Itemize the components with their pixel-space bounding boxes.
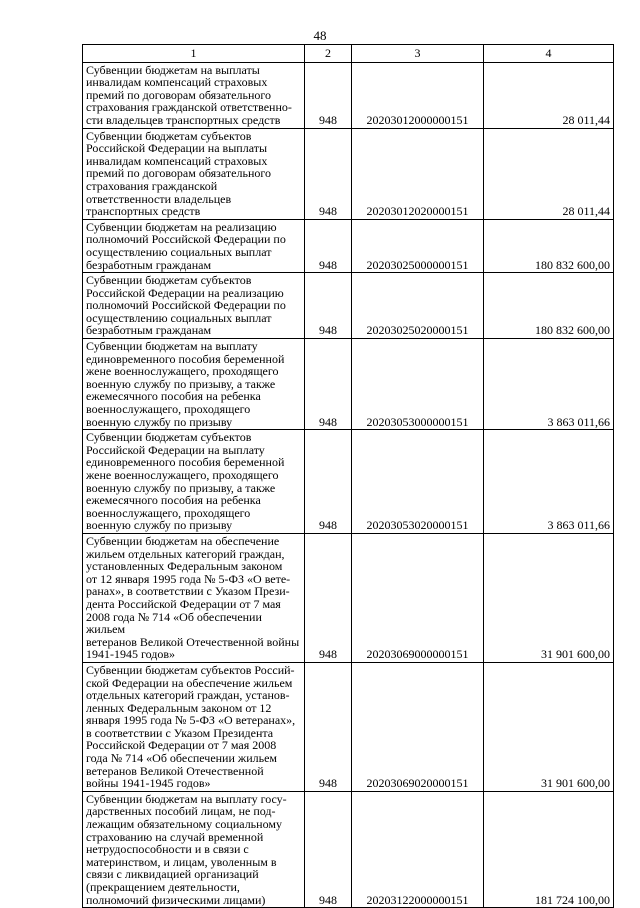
- description-line: полномочий Российской Федерации по: [86, 232, 286, 247]
- description-line: войны 1941-1945 годов»: [86, 776, 211, 791]
- description-line: Субвенции бюджетам на обеспечение: [86, 533, 280, 548]
- description-line: Субвенции бюджетам субъектов Россий-: [86, 662, 295, 677]
- row-description: [83, 339, 305, 430]
- table-row: [83, 339, 614, 430]
- page-number: 48: [313, 28, 327, 43]
- description-line: (прекращением деятельности,: [86, 880, 240, 894]
- table-row: [83, 430, 614, 534]
- description-line: ленных Федеральным законом от 12: [86, 700, 272, 715]
- row-description: [83, 219, 305, 272]
- description-line: нетрудоспособности и в связи с: [86, 842, 249, 857]
- row-description: [83, 128, 305, 219]
- header-col-3: 3: [352, 45, 484, 63]
- row-admin-code: 948: [305, 219, 352, 272]
- description-line: дарственных пособий лицам, не под-: [86, 804, 276, 819]
- description-line: Российской Федерации на выплаты: [86, 141, 268, 156]
- row-admin-code: 948: [305, 273, 352, 339]
- row-admin-code: 948: [305, 533, 352, 662]
- header-row: [83, 45, 614, 63]
- description-line: безработным гражданам: [86, 257, 212, 272]
- description-line: сти владельцев транспортных средств: [86, 112, 281, 127]
- row-amount: 180 832 600,00: [484, 219, 614, 272]
- table-row: [83, 62, 614, 128]
- description-line: от 12 января 1995 года № 5-ФЗ «О вете-: [86, 571, 291, 586]
- description-line: страхованию на случай временной: [86, 829, 264, 844]
- description-line: 1941-1945 годов»: [86, 647, 176, 662]
- header-col-1: 1: [83, 45, 305, 63]
- description-line: безработным гражданам: [86, 323, 212, 338]
- table-row: [83, 273, 614, 339]
- description-line: года № 714 «Об обеспечении жильем: [86, 751, 277, 766]
- description-line: связи с ликвидацией организаций: [86, 867, 259, 882]
- description-line: лежащим обязательному социальному: [86, 817, 282, 832]
- description-line: ранах», в соответствии с Указом Прези-: [86, 584, 290, 599]
- description-line: страхования гражданской ответственно-: [86, 100, 292, 115]
- table-row: [83, 128, 614, 219]
- row-admin-code: 948: [305, 339, 352, 430]
- description-line: ежемесячного пособия на ребенка: [86, 493, 261, 508]
- header-col-2: 2: [305, 45, 352, 63]
- description-line: осуществлению социальных выплат: [86, 310, 272, 325]
- description-line: Российской Федерации от 7 мая 2008: [86, 738, 277, 753]
- description-line: Российской Федерации на реализацию: [86, 285, 284, 300]
- row-amount: 180 832 600,00: [484, 273, 614, 339]
- description-line: отдельных категорий граждан, установ-: [86, 688, 290, 703]
- description-line: Субвенции бюджетам субъектов: [86, 128, 252, 143]
- row-budget-code: 20203012020000151: [352, 128, 484, 219]
- description-line: военнослужащего, проходящего: [86, 505, 251, 520]
- row-description: [83, 62, 305, 128]
- row-admin-code: 948: [305, 791, 352, 907]
- description-line: дента Российской Федерации от 7 мая: [86, 596, 281, 611]
- row-amount: 28 011,44: [484, 62, 614, 128]
- description-line: ской Федерации на обеспечение жильем: [86, 675, 293, 690]
- description-line: Субвенции бюджетам на реализацию: [86, 219, 277, 234]
- description-line: военную службу по призыву: [86, 414, 233, 429]
- description-line: военную службу по призыву, а также: [86, 376, 276, 391]
- description-line: страхования гражданской: [86, 178, 218, 193]
- row-amount: 3 863 011,66: [484, 430, 614, 534]
- description-line: Субвенции бюджетам на выплаты: [86, 62, 260, 77]
- description-line: ежемесячного пособия на ребенка: [86, 389, 261, 404]
- row-budget-code: 20203025020000151: [352, 273, 484, 339]
- row-budget-code: 20203053000000151: [352, 339, 484, 430]
- row-budget-code: 20203122000000151: [352, 791, 484, 907]
- description-line: ветеранов Великой Отечественной войны: [86, 634, 300, 649]
- description-line: Российской Федерации на выплату: [86, 442, 265, 457]
- row-amount: 28 011,44: [484, 128, 614, 219]
- description-line: жене военнослужащего, проходящего: [86, 468, 279, 482]
- table-row: [83, 219, 614, 272]
- description-line: единовременного пособия беременной: [86, 455, 285, 470]
- row-budget-code: 20203012000000151: [352, 62, 484, 128]
- description-line: 2008 года № 714 «Об обеспечении жильем: [86, 609, 262, 637]
- row-budget-code: 20203069000000151: [352, 533, 484, 662]
- row-admin-code: 948: [305, 662, 352, 791]
- description-line: Субвенции бюджетам на выплату госу-: [86, 791, 287, 806]
- table-row: [83, 533, 614, 662]
- description-line: военнослужащего, проходящего: [86, 402, 251, 417]
- description-line: транспортных средств: [86, 204, 201, 219]
- row-amount: 3 863 011,66: [484, 339, 614, 430]
- description-line: осуществлению социальных выплат: [86, 244, 272, 259]
- description-line: единовременного пособия беременной: [86, 351, 285, 366]
- row-description: [83, 791, 305, 907]
- description-line: Субвенции бюджетам субъектов: [86, 273, 252, 288]
- header-col-4: 4: [484, 45, 614, 63]
- row-admin-code: 948: [305, 430, 352, 534]
- row-budget-code: 20203025000000151: [352, 219, 484, 272]
- row-description: [83, 662, 305, 791]
- description-line: инвалидам компенсаций страховых: [86, 75, 268, 90]
- description-line: премий по договорам обязательного: [86, 166, 271, 181]
- revenue-table: [82, 44, 614, 908]
- description-line: военную службу по призыву, а также: [86, 480, 276, 495]
- description-line: военную службу по призыву: [86, 518, 233, 533]
- table-body: [83, 62, 614, 908]
- description-line: жене военнослужащего, проходящего: [86, 364, 279, 379]
- description-line: премий по договорам обязательного: [86, 87, 271, 102]
- description-line: установленных Федеральным законом: [86, 559, 283, 574]
- description-line: Субвенции бюджетам на выплату: [86, 339, 258, 354]
- row-admin-code: 948: [305, 62, 352, 128]
- table-row: [83, 791, 614, 907]
- description-line: января 1995 года № 5-ФЗ «О ветеранах»,: [86, 713, 296, 728]
- description-line: Субвенции бюджетам субъектов: [86, 430, 252, 445]
- row-description: [83, 273, 305, 339]
- table-row: [83, 662, 614, 791]
- description-line: инвалидам компенсаций страховых: [86, 153, 268, 168]
- row-budget-code: 20203069020000151: [352, 662, 484, 791]
- description-line: в соответствии с Указом Президента: [86, 725, 274, 740]
- row-budget-code: 20203053020000151: [352, 430, 484, 534]
- description-line: полномочий Российской Федерации по: [86, 298, 286, 313]
- row-admin-code: 948: [305, 128, 352, 219]
- row-amount: 31 901 600,00: [484, 533, 614, 662]
- description-line: полномочий физическими лицами): [86, 892, 266, 907]
- row-description: [83, 430, 305, 534]
- row-amount: 31 901 600,00: [484, 662, 614, 791]
- description-line: ответственности владельцев: [86, 191, 232, 206]
- description-line: ветеранов Великой Отечественной: [86, 763, 264, 778]
- description-line: материнством, и лицам, уволенным в: [86, 854, 277, 869]
- row-amount: 181 724 100,00: [484, 791, 614, 907]
- description-line: жильем отдельных категорий граждан,: [86, 546, 285, 561]
- row-description: [83, 533, 305, 662]
